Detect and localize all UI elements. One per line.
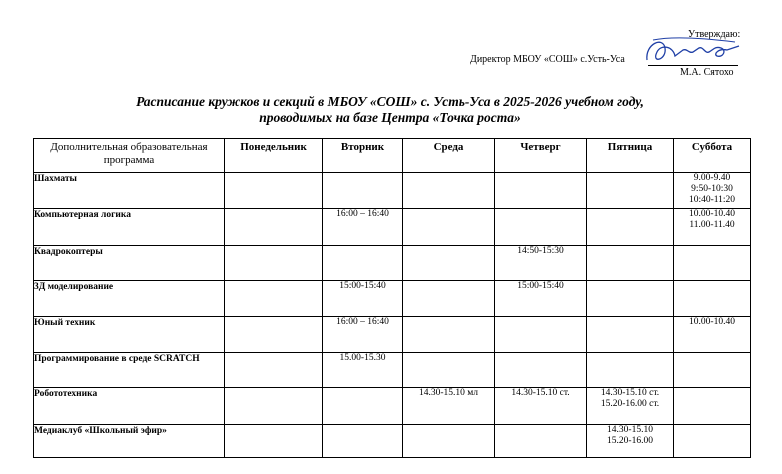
program-name: Квадрокоптеры — [34, 246, 225, 281]
header-program: Дополнительная образовательная программа — [34, 139, 225, 173]
program-name: Шахматы — [34, 173, 225, 209]
approval-title: Утверждаю: — [688, 29, 741, 40]
slot-tue — [323, 281, 403, 317]
table-row — [34, 353, 751, 388]
slot-sat — [674, 281, 751, 317]
time-slot: 9.00-9.40 — [693, 173, 731, 183]
slot-tue — [323, 317, 403, 353]
slot-mon — [225, 281, 323, 317]
slot-thu — [495, 317, 587, 353]
table-row — [34, 388, 751, 425]
table-row — [34, 425, 751, 458]
schedule-table — [33, 138, 751, 458]
slot-mon — [225, 353, 323, 388]
slot-fri — [587, 425, 674, 458]
slot-fri — [587, 209, 674, 246]
slot-mon — [225, 209, 323, 246]
director-label: Директор МБОУ «СОШ» с.Усть-Уса — [470, 54, 625, 65]
slot-mon — [225, 388, 323, 425]
slot-mon — [225, 425, 323, 458]
slot-tue — [323, 246, 403, 281]
signature-line — [648, 65, 738, 66]
slot-fri — [587, 317, 674, 353]
slot-mon — [225, 246, 323, 281]
time-slot: 14.30-15.10 ст. — [600, 388, 660, 398]
table-row — [34, 246, 751, 281]
time-slot: 16:00 – 16:40 — [336, 317, 389, 327]
slot-wed — [403, 209, 495, 246]
title-line-1: Расписание кружков и секций в МБОУ «СОШ» с. Усть-Уса в 2025-2026 учебном году, — [136, 94, 644, 109]
time-slot: 10:40-11:20 — [688, 195, 736, 205]
time-slot: 15.20-16.00 — [607, 436, 653, 446]
slot-fri — [587, 246, 674, 281]
program-name: Юный техник — [34, 317, 225, 353]
slot-sat — [674, 246, 751, 281]
slot-mon — [225, 173, 323, 209]
document-title — [40, 94, 740, 126]
slot-thu — [495, 281, 587, 317]
slot-wed — [403, 425, 495, 458]
time-slot: 15.00-15.30 — [339, 353, 386, 363]
slot-thu — [495, 388, 587, 425]
time-slot: 15:00-15:40 — [339, 281, 386, 291]
time-slot: 14.30-15.10 — [607, 425, 653, 435]
time-slot: 16:00 – 16:40 — [336, 209, 389, 219]
time-slot: 15:00-15:40 — [517, 281, 564, 291]
header-saturday: Суббота — [674, 139, 751, 173]
header-friday: Пятница — [587, 139, 674, 173]
time-slot: 11.00-11.40 — [689, 220, 735, 230]
approval-block — [0, 0, 782, 90]
slot-sat — [674, 425, 751, 458]
program-name: Робототехника — [34, 388, 225, 425]
time-slot: 15.20-16.00 ст. — [600, 399, 660, 409]
slot-sat — [674, 317, 751, 353]
slot-fri — [587, 353, 674, 388]
time-slot: 10.00-10.40 — [689, 209, 735, 219]
header-monday: Понедельник — [225, 139, 323, 173]
title-line-2: проводимых на базе Центра «Точка роста» — [259, 110, 521, 125]
slot-fri — [587, 173, 674, 209]
table-row — [34, 209, 751, 246]
slot-thu — [495, 425, 587, 458]
table-row — [34, 317, 751, 353]
slot-sat — [674, 353, 751, 388]
slot-sat — [674, 388, 751, 425]
slot-sat — [674, 209, 751, 246]
slot-sat — [674, 173, 751, 209]
program-name: Программирование в среде SCRATCH — [34, 353, 225, 388]
slot-wed — [403, 246, 495, 281]
slot-thu — [495, 209, 587, 246]
slot-thu — [495, 353, 587, 388]
slot-mon — [225, 317, 323, 353]
slot-wed — [403, 388, 495, 425]
table-row — [34, 173, 751, 209]
slot-wed — [403, 353, 495, 388]
header-wednesday: Среда — [403, 139, 495, 173]
time-slot: 14.30-15.10 ст. — [511, 388, 570, 398]
slot-tue — [323, 173, 403, 209]
slot-wed — [403, 173, 495, 209]
header-tuesday: Вторник — [323, 139, 403, 173]
table-row — [34, 281, 751, 317]
slot-tue — [323, 388, 403, 425]
time-slot: 9:50-10:30 — [691, 184, 733, 194]
time-slot: 10.00-10.40 — [689, 317, 735, 327]
slot-tue — [323, 353, 403, 388]
slot-fri — [587, 388, 674, 425]
time-slot: 14:50-15:30 — [517, 246, 564, 256]
header-row — [34, 139, 751, 173]
time-slot: 14.30-15.10 мл — [418, 388, 479, 398]
program-name: Компьютерная логика — [34, 209, 225, 246]
header-thursday: Четверг — [495, 139, 587, 173]
slot-tue — [323, 425, 403, 458]
slot-tue — [323, 209, 403, 246]
signer-name: М.А. Сятохо — [680, 67, 734, 78]
slot-fri — [587, 281, 674, 317]
slot-wed — [403, 281, 495, 317]
slot-wed — [403, 317, 495, 353]
slot-thu — [495, 173, 587, 209]
program-name: 3Д моделирование — [34, 281, 225, 317]
program-name: Медиаклуб «Школьный эфир» — [34, 425, 225, 458]
slot-thu — [495, 246, 587, 281]
